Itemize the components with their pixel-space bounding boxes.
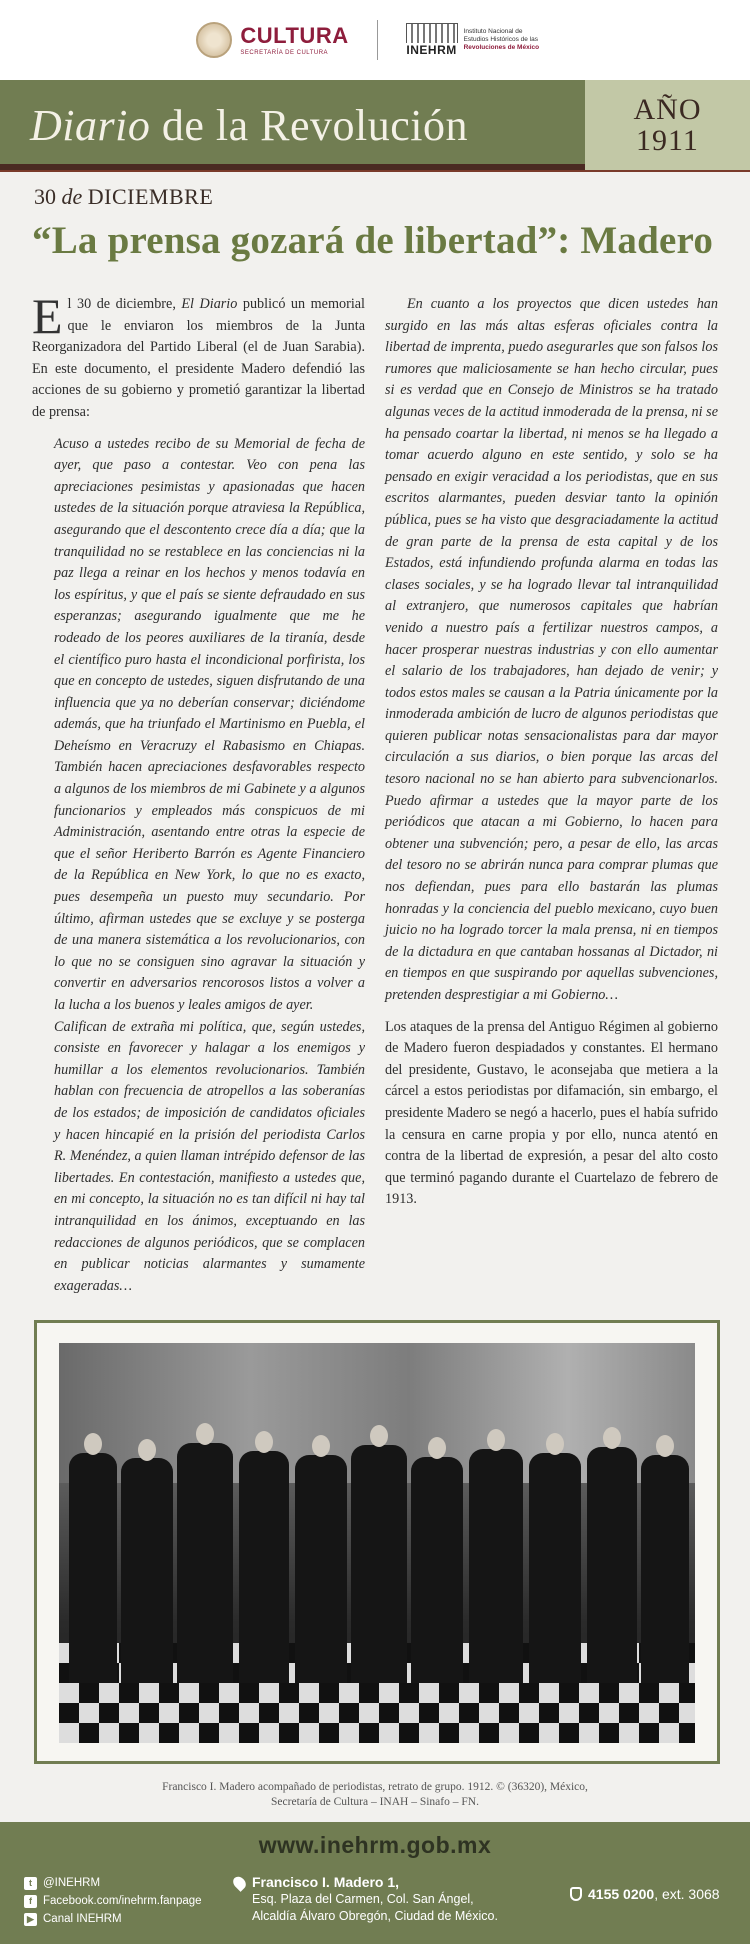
facebook-link[interactable] xyxy=(24,1892,202,1910)
location-pin-icon xyxy=(231,1874,249,1892)
banner-title-rest: de la Revolución xyxy=(150,101,468,150)
head xyxy=(603,1427,621,1449)
head xyxy=(370,1425,388,1447)
memorial-quote-continued xyxy=(385,294,718,1007)
date-month: DICIEMBRE xyxy=(87,184,214,209)
phone-number: 4155 0200 xyxy=(588,1886,655,1902)
quote-paragraph-1: Acuso a ustedes recibo de su Memorial de fecha de ayer, que paso a contestar. Veo con pena las apreciaciones pesimistas y apasionadas que hacen ustedes de la situación porque atraviesa la República, asegurando que el descontento crece día a día; que la tranquilidad no se restablece en las conciencias ni la paz llega a reinar en los hechos y menos todavía en los espíritus, y que el país se siente defraudado en sus esperanzas; asegurando igualmente que me he rodeado de los peores auxiliares de la tiranía, desde el científico puro hasta el incondicional porfirista, los que en concepto de ustedes, siguen disfrutando de una influencia que ya no deberían conservar; diciéndome además, que ha triunfado el Martinismo en Puebla, el Deheísmo en Veracruzy el Rabasismo en Chiapas. También hacen apreciaciones desfavorables respecto a algunos de los miembros de mi Gabinete y a algunos funcionarios y empleados más conspicuos de mi Administración, asentando entre otras la especie de que el señor Heriberto Barrón es Agente Financiero de la República en New York, lo que no es exacto, pues desempeña un puesto muy secundario. Por último, afirman ustedes que se excluye y se posterga de una manera sistemática a los revolucionarios, con lo que no se consiguen sino agravar la situación y convertir en adversarios rencorosos listos a volver a la lucha a los buenos y leales amigos de ayer. xyxy=(54,435,365,1013)
address xyxy=(252,1874,498,1925)
photo-caption xyxy=(60,1780,690,1810)
year-label: AÑO xyxy=(633,92,702,126)
address-name: Francisco I. Madero 1, xyxy=(252,1874,400,1890)
date-day: 30 xyxy=(34,184,56,209)
seal-icon xyxy=(196,22,232,58)
social-links xyxy=(24,1874,202,1928)
inehrm-line1: Instituto Nacional de xyxy=(463,28,523,36)
title-banner xyxy=(0,80,750,170)
head xyxy=(255,1431,273,1453)
head xyxy=(487,1429,505,1451)
inehrm-line3: Revoluciones de México xyxy=(463,43,540,51)
banner-title-italic: Diario xyxy=(30,101,151,150)
banner-divider xyxy=(0,170,750,172)
building-icon xyxy=(406,23,458,43)
caption-line-1: Francisco I. Madero acompañado de periodistas, retrato de grupo. 1912. © (36320), México, xyxy=(162,1781,588,1793)
website-link[interactable]: www.inehrm.gob.mx xyxy=(258,1832,492,1858)
facebook-icon: f xyxy=(24,1895,37,1908)
figure xyxy=(69,1453,117,1683)
head xyxy=(84,1433,102,1455)
logo-divider xyxy=(377,20,378,60)
photo-people xyxy=(59,1443,695,1683)
head xyxy=(138,1439,156,1461)
intro-newspaper: El Diario xyxy=(181,296,238,312)
phone-extension: , ext. 3068 xyxy=(654,1886,720,1902)
article-column-right xyxy=(385,294,718,1221)
figure xyxy=(587,1447,637,1683)
facebook-url: Facebook.com/inehrm.fanpage xyxy=(43,1895,202,1907)
headline: “La prensa gozará de libertad”: Madero xyxy=(32,219,714,262)
cultura-sub: SECRETARÍA DE CULTURA xyxy=(240,49,329,56)
memorial-quote xyxy=(32,434,365,1298)
figure xyxy=(177,1443,233,1683)
twitter-link[interactable] xyxy=(24,1874,202,1892)
figure xyxy=(351,1445,407,1683)
head xyxy=(428,1437,446,1459)
figure xyxy=(239,1451,289,1683)
figure xyxy=(295,1455,347,1683)
header-logos xyxy=(0,0,750,80)
youtube-icon: ▶ xyxy=(24,1913,37,1926)
figure xyxy=(641,1455,689,1683)
inehrm-description xyxy=(464,28,554,51)
article-column-left xyxy=(32,288,365,1297)
cultura-logo[interactable] xyxy=(196,22,348,58)
youtube-channel: Canal INEHRM xyxy=(43,1913,122,1925)
inehrm-logo[interactable] xyxy=(406,23,554,57)
banner-title xyxy=(30,100,468,151)
figure xyxy=(469,1449,523,1683)
figure xyxy=(121,1458,173,1683)
twitter-handle: @INEHRM xyxy=(43,1877,101,1889)
head xyxy=(196,1423,214,1445)
intro-text-1: l 30 de diciembre, xyxy=(67,296,182,312)
inehrm-line2: Estudios Históricos de las xyxy=(463,36,539,44)
twitter-icon: t xyxy=(24,1877,37,1890)
inehrm-name: INEHRM xyxy=(406,43,457,57)
quote-paragraph-3: En cuanto a los proyectos que dicen ustedes han surgido en las más altas esferas oficiales contra la libertad de imprenta, puedo asegurarles que son falsos los rumores que maliciosamente se han hecho circular, pues si es verdad que en Consejo de Ministros se ha tratado algunas veces de la actitud inmoderada de la prensa, ni se ha pensado coartar la libertad, ni menos se ha llegado a tomar acuerdo alguno en este sentido, y solo se ha pensado en exigir veracidad a los periodistas, que en sus escritos alarmantes, pueden desviar tanto la opinión pública, pues se ha visto que desgraciadamente la actitud de gran parte de la prensa de esta capital y de los Estados, está infundiendo profunda alarma en todas las clases sociales, y se ha logrado llevar tal intranquilidad al extranjero, que numerosos capitales que habrían venido a nuestro país a fertilizar nuestros campos, a hacer prosperar nuestras industrias y con ello aumentar el salario de los trabajadores, han dejado de venir; y todos estos males se causan a la Patria únicamente por la inmoderada ambición de lucro de algunos periodistas que quieren publicar notas sensacionalistas para dar mayor circulación a sus diarios, o bien porque las arcas del tesoro nacional no se han abierto para subvencionarlos. Puedo afirmar a ustedes que la mayor parte de los periódicos que atacan a mi Gobierno, lo hacen para obtener una subvención; pero, a pesar de ello, las arcas del tesoro no se abrirán nunca para comprar plumas que nos defiendan, pues para ello bastarán las plumas honradas y la conciencia del pueblo mexicano, cuyo buen juicio no ha logrado torcer la mala prensa, ni en tiempos de la dictadura en que cantaban hossanas al Dictador, ni en tiempos en que suspirando por aquellas subvenciones, pretenden desprestigiar a mi Gobierno… xyxy=(385,296,718,1003)
footer xyxy=(0,1822,750,1944)
caption-line-2: Secretaría de Cultura – INAH – Sinafo – FN. xyxy=(271,1796,479,1808)
group-photo xyxy=(59,1343,695,1743)
closing-paragraph: Los ataques de la prensa del Antiguo Régimen al gobierno de Madero fueron despiadados y constantes. El hermano del presidente, Gustavo, le aconsejaba que metiera a la cárcel a estos periodistas por difamación, sin embargo, el presidente Madero se negó a hacerlo, pues el había sufrido la censura en carne propia y por ello, nunca atentó en contra de la libertad de expresión, a pesar del alto costo que terminó pagando durante el Cuartelazo de febrero de 1913. xyxy=(385,1018,718,1208)
phone-icon xyxy=(570,1887,582,1901)
head xyxy=(312,1435,330,1457)
figure xyxy=(411,1457,463,1683)
year-value: 1911 xyxy=(636,124,699,157)
head xyxy=(656,1435,674,1457)
drop-cap: E xyxy=(32,288,63,344)
youtube-link[interactable] xyxy=(24,1910,202,1928)
intro-paragraph xyxy=(32,288,365,424)
phone[interactable] xyxy=(570,1886,720,1902)
address-line-3: Alcaldía Álvaro Obregón, Ciudad de México. xyxy=(252,1909,498,1923)
date-de: de xyxy=(61,184,83,209)
quote-paragraph-2: Califican de extraña mi política, que, según ustedes, consiste en favorecer y halagar a los enemigos y humillar a los elementos revolucionarios. También hablan con frecuencia de atropellos a las soberanías de los estados; de imposición de candidatos oficiales y hacen hincapié en la prisión del periodista Carlos R. Menéndez, a quien llaman intrépido defensor de las libertades. En contestación, manifiesto a ustedes que, en mi concepto, la situación no es tan difícil ni hay tal intranquilidad en los ánimos, exceptuando en las redacciones de algunos periódicos, que se complacen en publicar noticias alarmantes y sumamente exageradas… xyxy=(54,1018,365,1294)
article-date xyxy=(34,184,213,210)
cultura-name: CULTURA xyxy=(240,22,349,48)
address-line-2: Esq. Plaza del Carmen, Col. San Ángel, xyxy=(252,1892,474,1906)
figure xyxy=(529,1453,581,1683)
photo-frame xyxy=(34,1320,720,1764)
intro-text-2: publicó un memorial que le enviaron los miembros de la Junta Reorganizadora del Partido Liberal (el de Juan Sarabia). En este documento, el presidente Madero defendió las acciones de su gobierno y prometió garantizar la libertad de prensa: xyxy=(32,296,365,420)
head xyxy=(546,1433,564,1455)
year-box xyxy=(585,80,750,170)
